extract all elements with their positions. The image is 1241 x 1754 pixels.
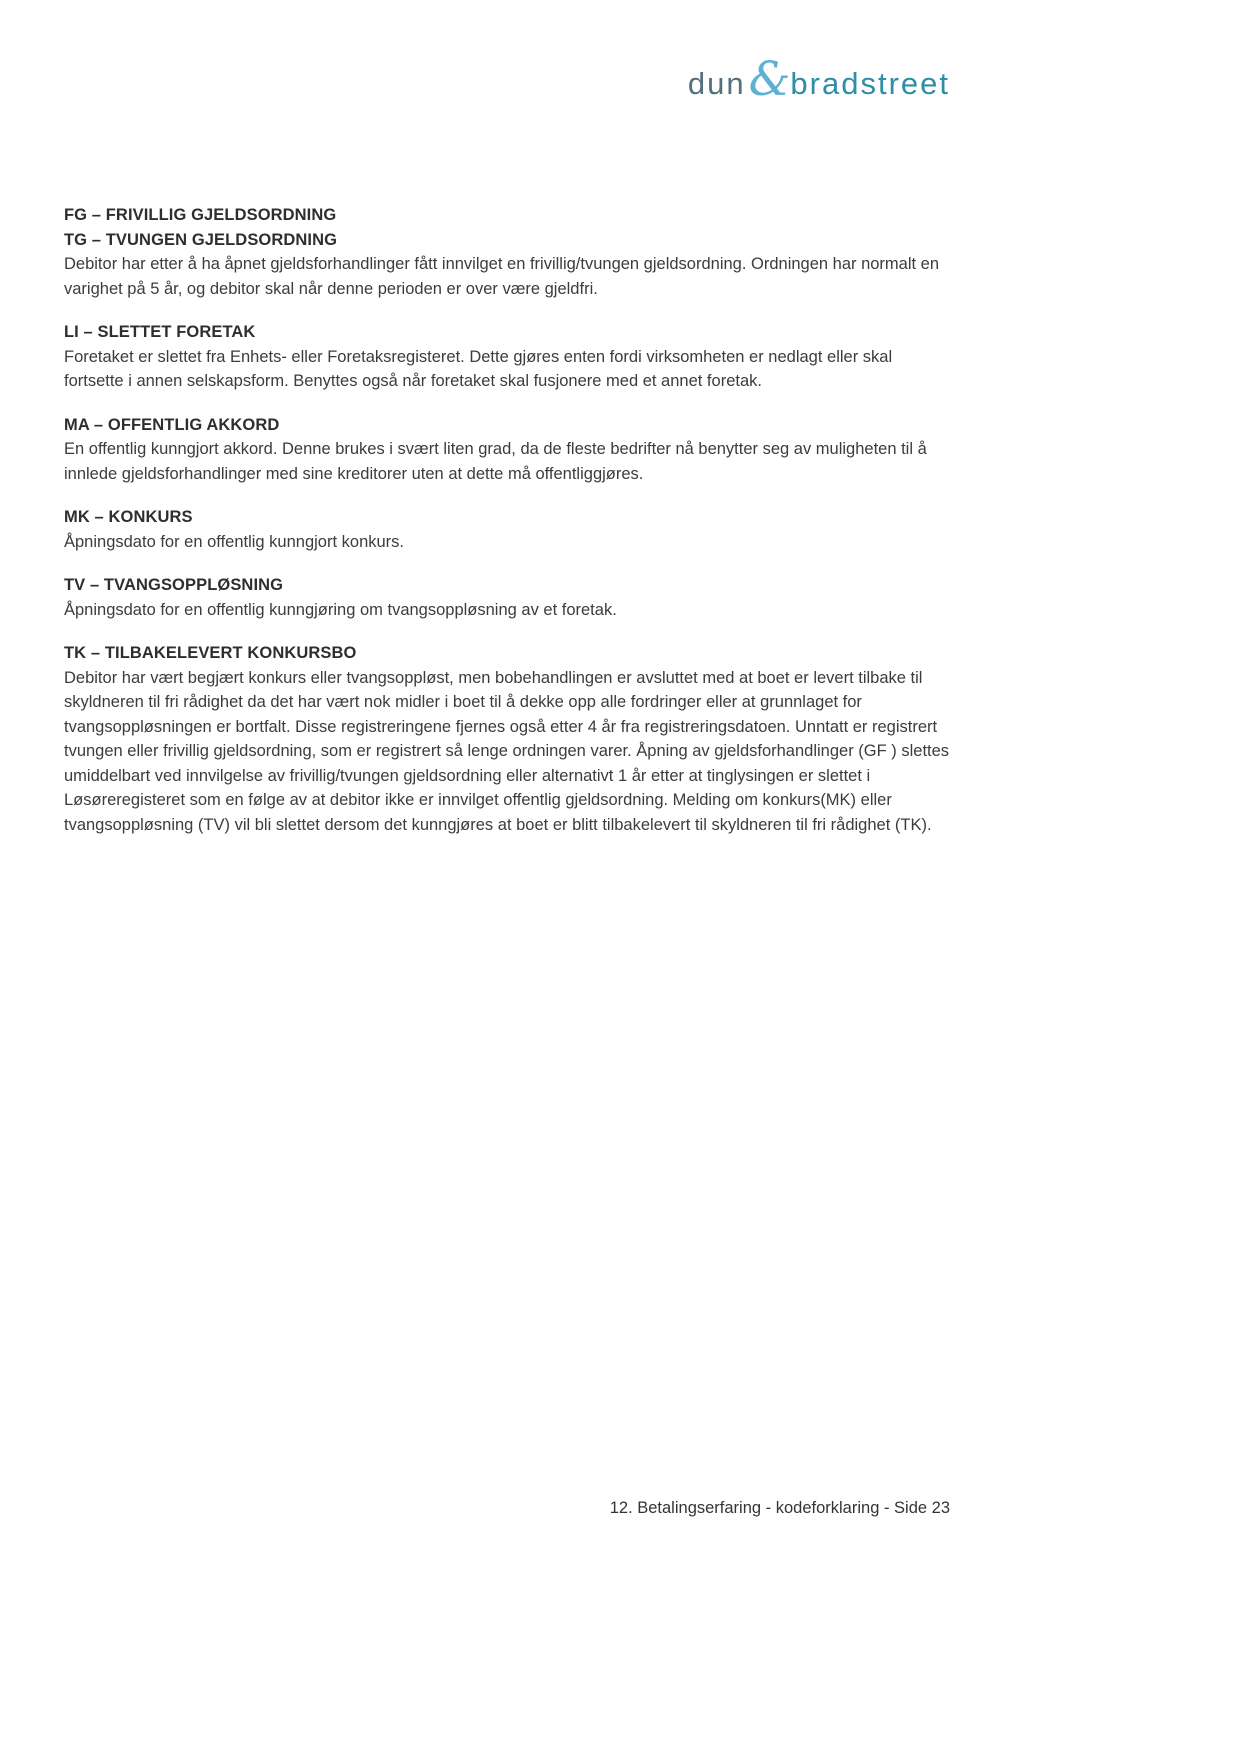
section-fg-tg	[64, 203, 956, 301]
section-heading: MK – KONKURS	[64, 508, 193, 526]
section-mk	[64, 505, 956, 554]
logo-ampersand-icon: &	[748, 52, 791, 107]
section-body: Åpningsdato for en offentlig kunngjort konkurs.	[64, 532, 404, 551]
page-footer: 12. Betalingserfaring - kodeforklaring - Side 23	[609, 1499, 950, 1517]
section-tv	[64, 573, 956, 622]
section-heading: MA – OFFENTLIG AKKORD	[64, 415, 280, 434]
section-tk	[64, 641, 956, 837]
dun-bradstreet-logo	[687, 52, 950, 107]
section-heading: FG – FRIVILLIG GJELDSORDNING	[64, 206, 337, 224]
section-body: Debitor har etter å ha åpnet gjeldsforhandlinger fått innvilget en frivillig/tvungen gjeldsordning. Ordningen har normalt en varighet på 5 år, og debitor skal når denne perioden er over være gjeldfri.	[64, 255, 940, 298]
section-body: Debitor har vært begjært konkurs eller tvangsoppløst, men bobehandlingen er avsluttet med at boet er levert tilbake til skyldneren til fri rådighet da det har vært nok midler i boet til å dekke opp alle fordringer eller at grunnlaget for tvangsoppløsningen er bortfalt. Disse registreringene fjernes også etter 4 år fra registreringsdatoen. Unntatt er registrert tvungen eller frivillig gjeldsordning, som er registrert så lenge ordningen varer. Åpning av gjeldsforhandlinger (GF ) slettes umiddelbart ved innvilgelse av frivillig/tvungen gjeldsordning eller alternativt 1 år etter at tinglysingen er slettet i Løsøreregisteret som en følge av at debitor ikke er innvilget offentlig gjeldsordning. Melding om konkurs(MK) eller tvangsoppløsning (TV) vil bli slettet dersom det kunngjøres at boet er blitt tilbakelevert til skyldneren til fri rådighet (TK).	[64, 668, 950, 834]
section-ma	[64, 413, 956, 487]
section-body: Åpningsdato for en offentlig kunngjøring om tvangsoppløsning av et foretak.	[64, 600, 617, 619]
section-body: En offentlig kunngjort akkord. Denne brukes i svært liten grad, da de fleste bedrifter nå benytter seg av muligheten til å innlede gjeldsforhandlinger med sine kreditorer uten at dette må offentliggjøres.	[64, 440, 927, 483]
section-heading: TK – TILBAKELEVERT KONKURSBO	[64, 644, 357, 662]
logo-word-bradstreet: bradstreet	[790, 66, 950, 101]
section-heading: TG – TVUNGEN GJELDSORDNING	[64, 230, 338, 249]
section-li	[64, 320, 956, 394]
section-heading: TV – TVANGSOPPLØSNING	[64, 576, 284, 594]
section-heading: LI – SLETTET FORETAK	[64, 323, 256, 341]
section-body: Foretaket er slettet fra Enhets- eller Foretaksregisteret. Dette gjøres enten fordi virksomheten er nedlagt eller skal fortsette i annen selskapsform. Benyttes også når foretaket skal fusjonere med et annet foretak.	[64, 347, 893, 390]
logo-word-dun: dun	[687, 66, 746, 101]
document-body	[64, 203, 956, 856]
